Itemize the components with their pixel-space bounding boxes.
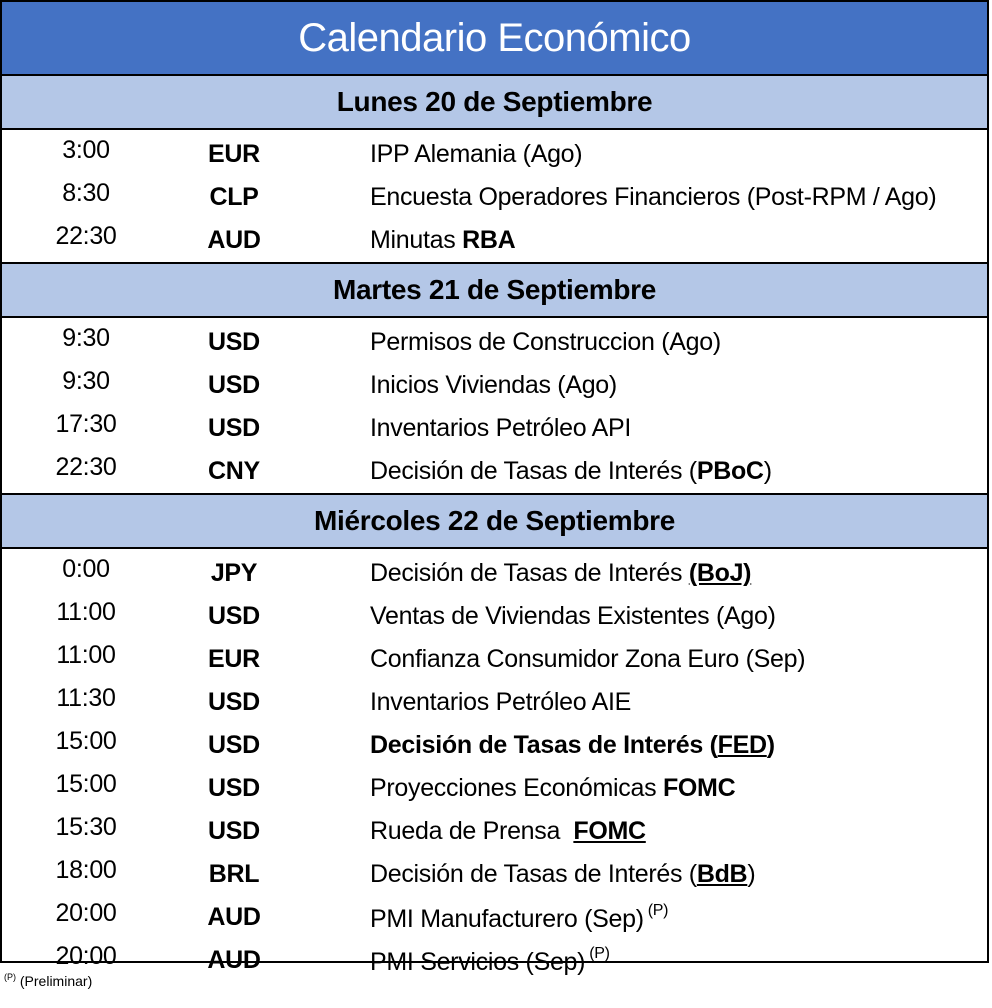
event-time: 11:00 — [56, 641, 116, 669]
event-currency: CLP — [209, 183, 259, 211]
event-currency: USD — [208, 602, 260, 630]
event-description — [370, 371, 987, 400]
event-time: 11:30 — [56, 684, 116, 712]
event-description — [370, 602, 987, 631]
event-text-part: Decisión de Tasas de Interés ( — [370, 731, 718, 759]
event-row — [2, 939, 987, 982]
event-text-part: BdB — [696, 860, 748, 888]
event-time: 20:00 — [55, 942, 117, 970]
event-text-part: Confianza Consumidor Zona Euro (Sep) — [370, 645, 806, 673]
event-currency: CNY — [208, 457, 260, 485]
event-description — [370, 645, 987, 674]
footnote — [4, 972, 92, 989]
event-currency: EUR — [208, 140, 260, 168]
event-currency: USD — [208, 414, 260, 442]
event-text-part: (P) — [647, 901, 669, 919]
event-time: 11:00 — [56, 598, 116, 626]
event-description — [370, 860, 987, 889]
day-events — [2, 130, 987, 264]
event-description — [370, 414, 987, 443]
day-events — [2, 549, 987, 982]
event-time: 18:00 — [55, 856, 117, 884]
event-description — [370, 817, 987, 846]
event-time: 20:00 — [55, 899, 117, 927]
event-description — [370, 559, 987, 588]
event-text-part: PBoC — [696, 457, 764, 485]
event-row — [2, 407, 987, 450]
event-currency: USD — [208, 731, 260, 759]
event-currency: BRL — [208, 860, 260, 888]
event-text-part: FOMC — [662, 774, 736, 802]
event-text-part: RBA — [462, 226, 516, 254]
event-description — [370, 457, 987, 486]
event-row — [2, 810, 987, 853]
event-currency: USD — [208, 817, 260, 845]
event-text-part: ) — [747, 860, 756, 888]
event-description — [370, 774, 987, 803]
event-text-part: Proyecciones Económicas — [370, 774, 663, 802]
event-description — [370, 328, 987, 357]
event-text-part: (BoJ) — [688, 559, 752, 587]
event-text-part: FED — [717, 731, 767, 759]
event-text-part: Rueda de Prensa — [370, 817, 574, 845]
event-currency: AUD — [207, 903, 261, 931]
event-currency: AUD — [207, 226, 261, 254]
event-time: 22:30 — [55, 222, 117, 250]
event-row — [2, 853, 987, 896]
event-row — [2, 176, 987, 219]
event-currency: USD — [208, 371, 260, 399]
event-row — [2, 638, 987, 681]
event-text-part: Decisión de Tasas de Interés ( — [370, 860, 697, 888]
event-currency: EUR — [208, 645, 260, 673]
event-currency: AUD — [207, 946, 261, 974]
event-row — [2, 724, 987, 767]
event-description — [370, 688, 987, 717]
event-row — [2, 552, 987, 595]
days-container — [2, 76, 987, 982]
day-events — [2, 318, 987, 495]
event-text-part: Ventas de Viviendas Existentes (Ago) — [370, 602, 776, 630]
event-text-part: ) — [763, 457, 772, 485]
event-time: 15:00 — [55, 727, 117, 755]
event-text-part: Inventarios Petróleo AIE — [370, 688, 632, 716]
event-text-part: ) — [766, 731, 775, 759]
event-description — [370, 183, 987, 212]
event-row — [2, 450, 987, 493]
footnote-text: (Preliminar) — [19, 973, 93, 989]
event-currency: USD — [208, 774, 260, 802]
event-row — [2, 133, 987, 176]
event-time: 3:00 — [62, 136, 110, 164]
event-row — [2, 681, 987, 724]
event-text-part: FOMC — [573, 817, 646, 845]
event-text-part: Encuesta Operadores Financieros (Post-RPM / Ago) — [370, 183, 937, 211]
event-description — [370, 140, 987, 169]
event-description — [370, 226, 987, 255]
event-text-part: Inventarios Petróleo API — [370, 414, 632, 442]
event-text-part: Decisión de Tasas de Interés ( — [370, 457, 697, 485]
event-text-part: Inicios Viviendas (Ago) — [370, 371, 617, 399]
event-text-part: PMI Servicios (Sep) — [370, 947, 586, 976]
event-row — [2, 321, 987, 364]
event-currency: USD — [208, 328, 260, 356]
event-row — [2, 767, 987, 810]
event-currency: JPY — [210, 559, 258, 587]
event-description — [370, 731, 987, 760]
event-text-part: Decisión de Tasas de Interés — [370, 559, 689, 587]
event-time: 15:30 — [55, 813, 117, 841]
event-text-part: PMI Manufacturero (Sep) — [370, 904, 644, 933]
event-time: 9:30 — [62, 324, 110, 352]
footnote-mark: (P) — [4, 972, 16, 982]
event-text-part: (P) — [589, 944, 610, 962]
event-time: 9:30 — [62, 367, 110, 395]
event-time: 17:30 — [55, 410, 117, 438]
event-time: 22:30 — [55, 453, 117, 481]
calendar-title: Calendario Económico — [2, 2, 987, 76]
event-row — [2, 896, 987, 939]
event-description — [370, 945, 987, 977]
event-row — [2, 595, 987, 638]
day-header: Lunes 20 de Septiembre — [2, 76, 987, 130]
day-header: Miércoles 22 de Septiembre — [2, 495, 987, 549]
event-currency: USD — [208, 688, 260, 716]
event-time: 8:30 — [62, 179, 110, 207]
event-row — [2, 364, 987, 407]
event-text-part: Minutas — [370, 226, 463, 254]
event-time: 0:00 — [62, 555, 110, 583]
event-row — [2, 219, 987, 262]
day-header: Martes 21 de Septiembre — [2, 264, 987, 318]
event-description — [370, 902, 987, 934]
event-time: 15:00 — [55, 770, 117, 798]
event-text-part: Permisos de Construccion (Ago) — [370, 328, 721, 356]
event-text-part: IPP Alemania (Ago) — [370, 140, 583, 168]
